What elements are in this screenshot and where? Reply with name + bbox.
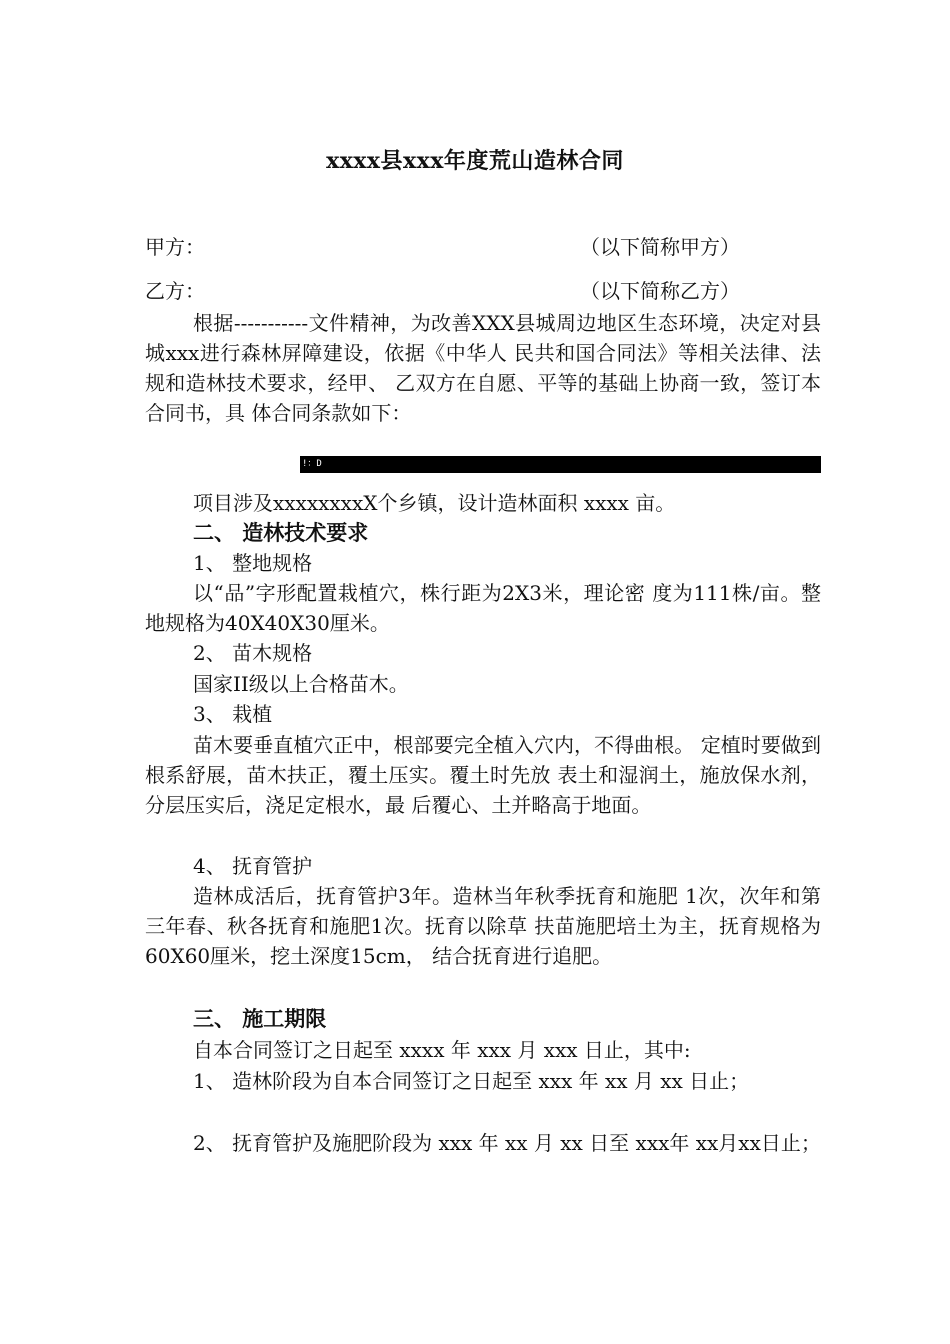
item-4-body: 造林成活后，抚育管护3年。造林当年秋季抚育和施肥 1次，次年和第三年春、秋各抚育和施肥1次。抚育以除草 扶苗施肥培土为主，抚育规格为60X60厘米，挖土深度15cm， 结合抚育进行追肥。 [145, 884, 821, 968]
document-title: xxxx县xxx年度荒山造林合同 [326, 148, 624, 174]
party-a-note: （以下简称甲方） [580, 235, 740, 259]
party-b-label: 乙方： [145, 279, 205, 303]
item-2-body: 国家II级以上合格苗木。 [193, 672, 409, 696]
schedule-item-2: 2、 抚育管护及施肥阶段为 xxx 年 xx 月 xx 日至 xxx年 xx月xx日止； [193, 1131, 821, 1155]
schedule-item-1: 1、 造林阶段为自本合同签订之日起至 xxx 年 xx 月 xx 日止； [193, 1069, 750, 1093]
section-3-intro: 自本合同签订之日起至 xxxx 年 xxx 月 xxx 日止，其中: [193, 1038, 691, 1062]
redaction-bar [300, 456, 821, 473]
section-2-heading: 二、 造林技术要求 [193, 520, 369, 545]
item-3-title: 3、 栽植 [193, 702, 273, 726]
item-1-body: 以“品”字形配置栽植穴，株行距为2X3米，理论密 度为111株/亩。整地规格为40X40X30厘米。 [145, 581, 821, 635]
party-b-note: （以下简称乙方） [580, 279, 740, 303]
redaction-bar-mark: !：D [302, 459, 322, 469]
item-1-title: 1、 整地规格 [193, 551, 313, 575]
item-2-title: 2、 苗木规格 [193, 641, 313, 665]
project-scope: 项目涉及xxxxxxxxX个乡镇，设计造林面积 xxxx 亩。 [193, 491, 676, 515]
item-3-body: 苗木要垂直植穴正中，根部要完全植入穴内，不得曲根。 定植时要做到根系舒展，苗木扶正，覆土压实。覆土时先放 表土和湿润土，施放保水剂，分层压实后，浇足定根水，最 后覆心、土并略高于地面。 [145, 733, 821, 817]
section-3-heading: 三、 施工期限 [193, 1006, 327, 1031]
item-4-title: 4、 抚育管护 [193, 854, 313, 878]
preamble-paragraph: 根据-----------文件精神，为改善XXX县城周边地区生态环境，决定对县城xxx进行森林屏障建设，依据《中华人 民共和国合同法》等相关法律、法规和造林技术要求，经甲、 乙双方在自愿、平等的基础上协商一致，签订本合同书，具 体合同条款如下： [145, 311, 821, 425]
party-a-label: 甲方： [145, 235, 205, 259]
